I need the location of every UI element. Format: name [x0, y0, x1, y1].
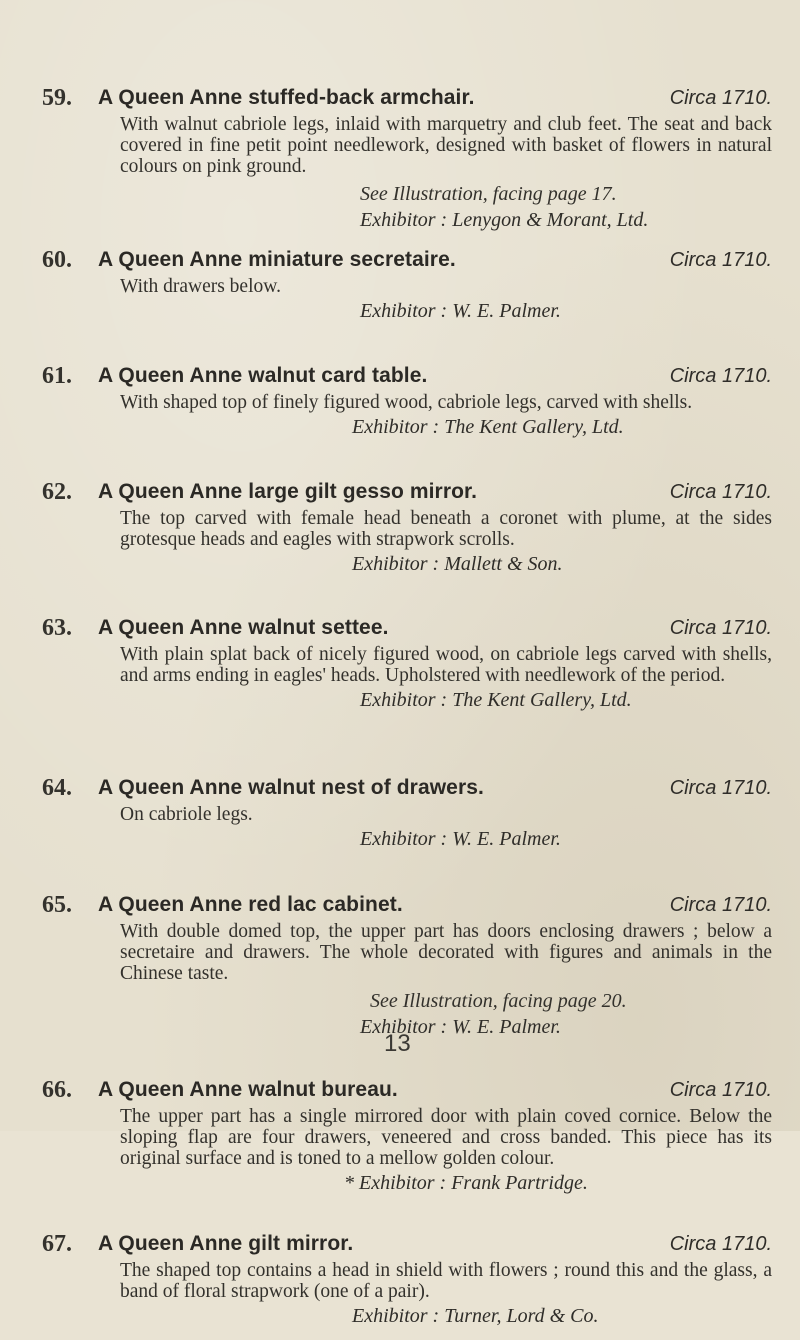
entry-date: Circa 1710. [669, 249, 772, 271]
entry-number: 66. [42, 1077, 72, 1103]
entry-description [120, 276, 772, 323]
entry-date: Circa 1710. [669, 365, 772, 387]
entry-heading [98, 362, 772, 390]
catalogue-entry [42, 246, 772, 362]
entry-number: 64. [42, 775, 72, 801]
entry-date: Circa 1710. [669, 1079, 772, 1101]
entry-title: A Queen Anne large gilt gesso mirror. [98, 480, 478, 503]
entry-date: Circa 1710. [669, 481, 772, 503]
catalogue-entry [42, 362, 772, 478]
entry-title: A Queen Anne walnut card table. [98, 364, 428, 387]
entry-date: Circa 1710. [669, 87, 772, 109]
entry-description-text: With plain splat back of nicely figured wood, on cabriole legs carved with shells, and arms ending in eagles' heads. Upholstered with needlework of the period. [120, 644, 772, 686]
entry-heading [98, 84, 772, 112]
catalogue-entry [42, 1230, 772, 1340]
entry-exhibitor: Exhibitor : W. E. Palmer. [360, 828, 561, 850]
entry-description [120, 804, 772, 851]
entry-heading [98, 1076, 772, 1104]
catalogue-entries [42, 84, 772, 1340]
entry-title: A Queen Anne walnut settee. [98, 616, 389, 639]
entry-heading [98, 774, 772, 802]
entry-date: Circa 1710. [669, 1233, 772, 1255]
entry-description [120, 1106, 772, 1195]
entry-number: 65. [42, 892, 72, 918]
entry-description-text: With walnut cabriole legs, inlaid with marquetry and club feet. The seat and back covered in fine petit point needlework, designed with basket of flowers in natural colours on pink ground. [120, 114, 772, 177]
entry-title: A Queen Anne walnut bureau. [98, 1078, 398, 1101]
entry-exhibitor: Exhibitor : Turner, Lord & Co. [352, 1305, 599, 1327]
entry-description [120, 1260, 772, 1328]
entry-number: 63. [42, 615, 72, 641]
entry-description-text: The shaped top contains a head in shield with flowers ; round this and the glass, a band of floral strapwork (one of a pair). [120, 1260, 772, 1302]
entry-heading [98, 478, 772, 506]
entry-date: Circa 1710. [669, 894, 772, 916]
entry-date: Circa 1710. [669, 617, 772, 639]
entry-title: A Queen Anne miniature secretaire. [98, 248, 456, 271]
catalogue-entry [42, 774, 772, 891]
entry-heading [98, 891, 772, 919]
entry-exhibitor: Exhibitor : Lenygon & Morant, Ltd. [360, 209, 649, 231]
entry-description [120, 644, 772, 712]
entry-description-text: With drawers below. [120, 276, 281, 297]
entry-title: A Queen Anne stuffed-back armchair. [98, 86, 475, 109]
catalogue-entry [42, 478, 772, 614]
catalogue-entry [42, 84, 772, 246]
entry-exhibitor: Exhibitor : The Kent Gallery, Ltd. [360, 689, 632, 711]
entry-description-text: On cabriole legs. [120, 804, 253, 825]
entry-number: 59. [42, 85, 72, 111]
entry-heading [98, 246, 772, 274]
entry-description [120, 921, 772, 1039]
illustration-note: See Illustration, facing page 17. [360, 183, 617, 205]
entry-description [120, 114, 772, 232]
entry-description-text: With double domed top, the upper part has doors enclosing drawers ; below a secretaire and drawers. The whole decorated with figures and animals in the Chinese taste. [120, 921, 772, 984]
entry-exhibitor: Exhibitor : The Kent Gallery, Ltd. [352, 416, 624, 438]
entry-exhibitor: Exhibitor : W. E. Palmer. [360, 300, 561, 322]
entry-date: Circa 1710. [669, 777, 772, 799]
entry-description-text: The upper part has a single mirrored door with plain coved cornice. Below the sloping flap are four drawers, veneered and cross banded. This piece has its original surface and is toned to a mellow golden colour. [120, 1106, 772, 1169]
entry-exhibitor: Exhibitor : Mallett & Son. [352, 553, 563, 575]
catalogue-entry [42, 1076, 772, 1230]
catalogue-entry [42, 614, 772, 774]
entry-exhibitor: * Exhibitor : Frank Partridge. [344, 1172, 588, 1194]
entry-number: 60. [42, 247, 72, 273]
entry-title: A Queen Anne gilt mirror. [98, 1232, 354, 1255]
entry-title: A Queen Anne red lac cabinet. [98, 893, 403, 916]
entry-number: 62. [42, 479, 72, 505]
entry-description [120, 508, 772, 576]
entry-heading [98, 1230, 772, 1258]
entry-number: 61. [42, 363, 72, 389]
entry-description-text: With shaped top of finely figured wood, cabriole legs, carved with shells. [120, 392, 693, 413]
entry-exhibitor: Exhibitor : W. E. Palmer. [360, 1016, 561, 1038]
illustration-note: See Illustration, facing page 20. [370, 990, 627, 1012]
entry-heading [98, 614, 772, 642]
entry-description [120, 392, 772, 439]
page-number: 13 [384, 1030, 411, 1057]
entry-title: A Queen Anne walnut nest of drawers. [98, 776, 484, 799]
entry-description-text: The top carved with female head beneath a coronet with plume, at the sides grotesque heads and eagles with strapwork scrolls. [120, 508, 772, 550]
entry-number: 67. [42, 1231, 72, 1257]
